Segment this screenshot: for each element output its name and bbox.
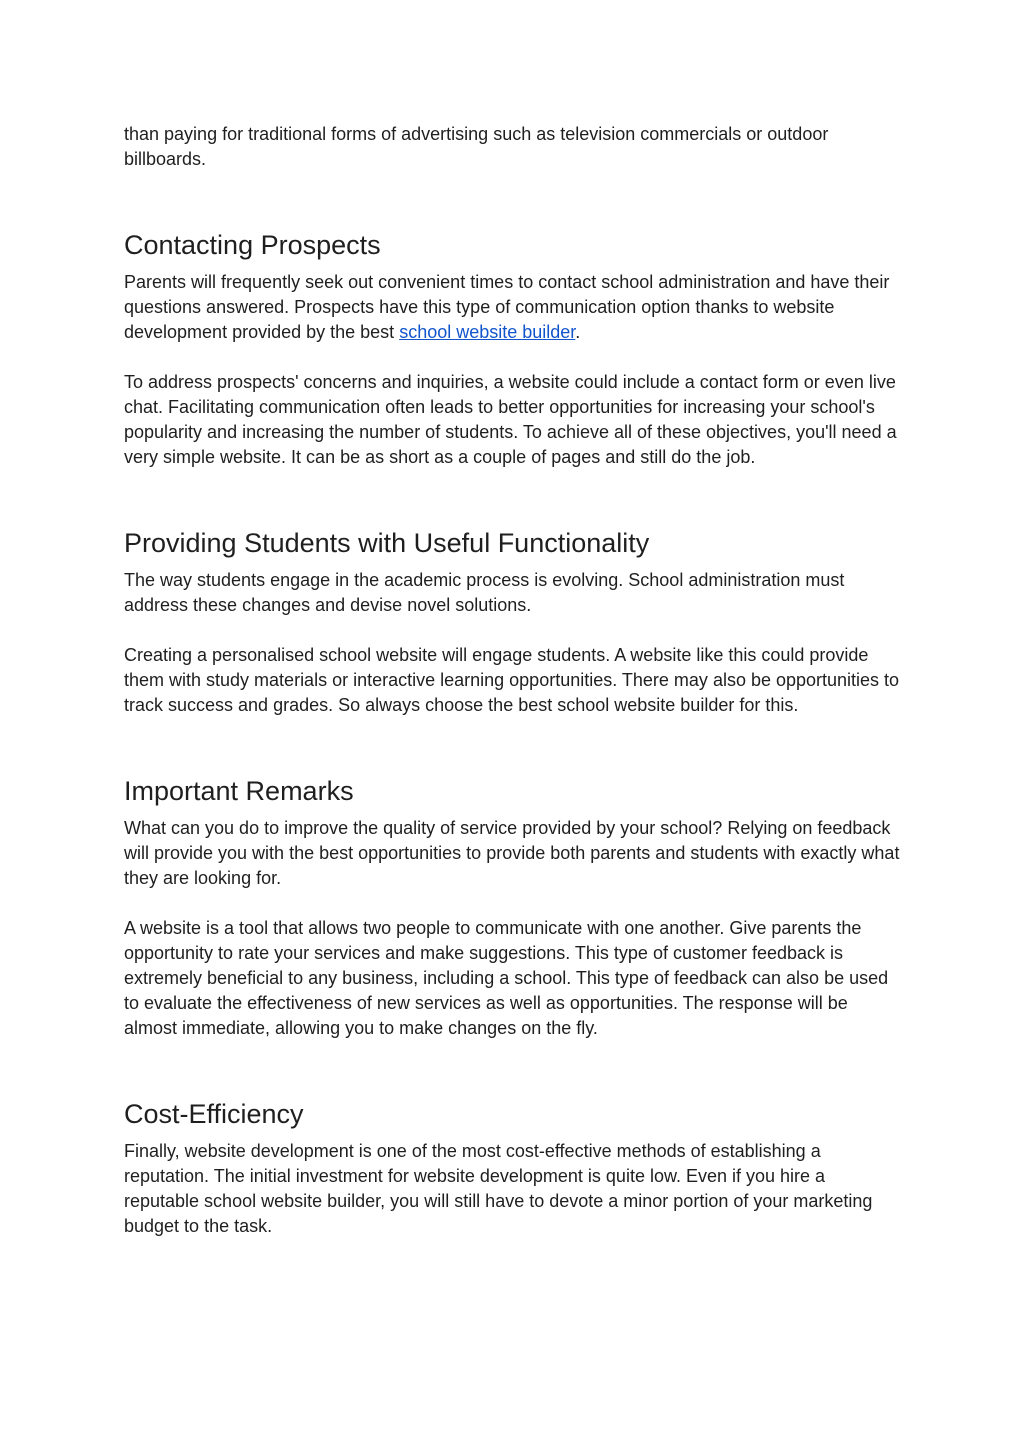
document-page <box>124 122 904 1239</box>
section-heading-important-remarks: Important Remarks <box>124 776 354 806</box>
useful-functionality-paragraph-2: Creating a personalised school website will engage students. A website like this could provide them with study materials or interactive learning opportunities. There may also be opportunities to track success and grades. So always choose the best school website builder for this. <box>124 645 900 715</box>
cost-efficiency-paragraph-1: Finally, website development is one of the most cost-effective methods of establishing a reputation. The initial investment for website development is quite low. Even if you hire a reputable school website builder, you will still have to devote a minor portion of your marketing budget to the task. <box>124 1141 873 1236</box>
contacting-prospects-paragraph-1 <box>124 270 904 345</box>
section-spacer <box>124 470 904 526</box>
contacting-prospects-paragraph-2: To address prospects' concerns and inquiries, a website could include a contact form or even live chat. Facilitating communication often leads to better opportunities for increasing your school's popularity and increasing the number of students. To achieve all of these objectives, you'll need a very simple website. It can be as short as a couple of pages and still do the job. <box>124 372 897 467</box>
paragraph-text: . <box>575 322 581 342</box>
section-spacer <box>124 718 904 774</box>
useful-functionality-paragraph-1: The way students engage in the academic process is evolving. School administration must address these changes and devise novel solutions. <box>124 570 845 615</box>
important-remarks-paragraph-1: What can you do to improve the quality of service provided by your school? Relying on feedback will provide you with the best opportunities to provide both parents and students with exactly what they are looking for. <box>124 818 900 888</box>
section-heading-cost-efficiency: Cost-Efficiency <box>124 1099 304 1129</box>
intro-paragraph: than paying for traditional forms of advertising such as television commercials or outdoor billboards. <box>124 124 829 169</box>
school-website-builder-link[interactable]: school website builder <box>399 322 576 342</box>
section-heading-useful-functionality: Providing Students with Useful Functionality <box>124 528 650 558</box>
paragraph-text: Parents will frequently seek out convenient times to contact school administration and have their questions answered. Prospects have this type of communication option thanks to website development provided by the best <box>124 272 890 342</box>
section-spacer <box>124 172 904 228</box>
section-spacer <box>124 1041 904 1097</box>
section-heading-contacting-prospects: Contacting Prospects <box>124 230 381 260</box>
important-remarks-paragraph-2: A website is a tool that allows two people to communicate with one another. Give parents the opportunity to rate your services and make suggestions. This type of customer feedback is extremely beneficial to any business, including a school. This type of feedback can also be used to evaluate the effectiveness of new services as well as opportunities. The response will be almost immediate, allowing you to make changes on the fly. <box>124 918 889 1038</box>
